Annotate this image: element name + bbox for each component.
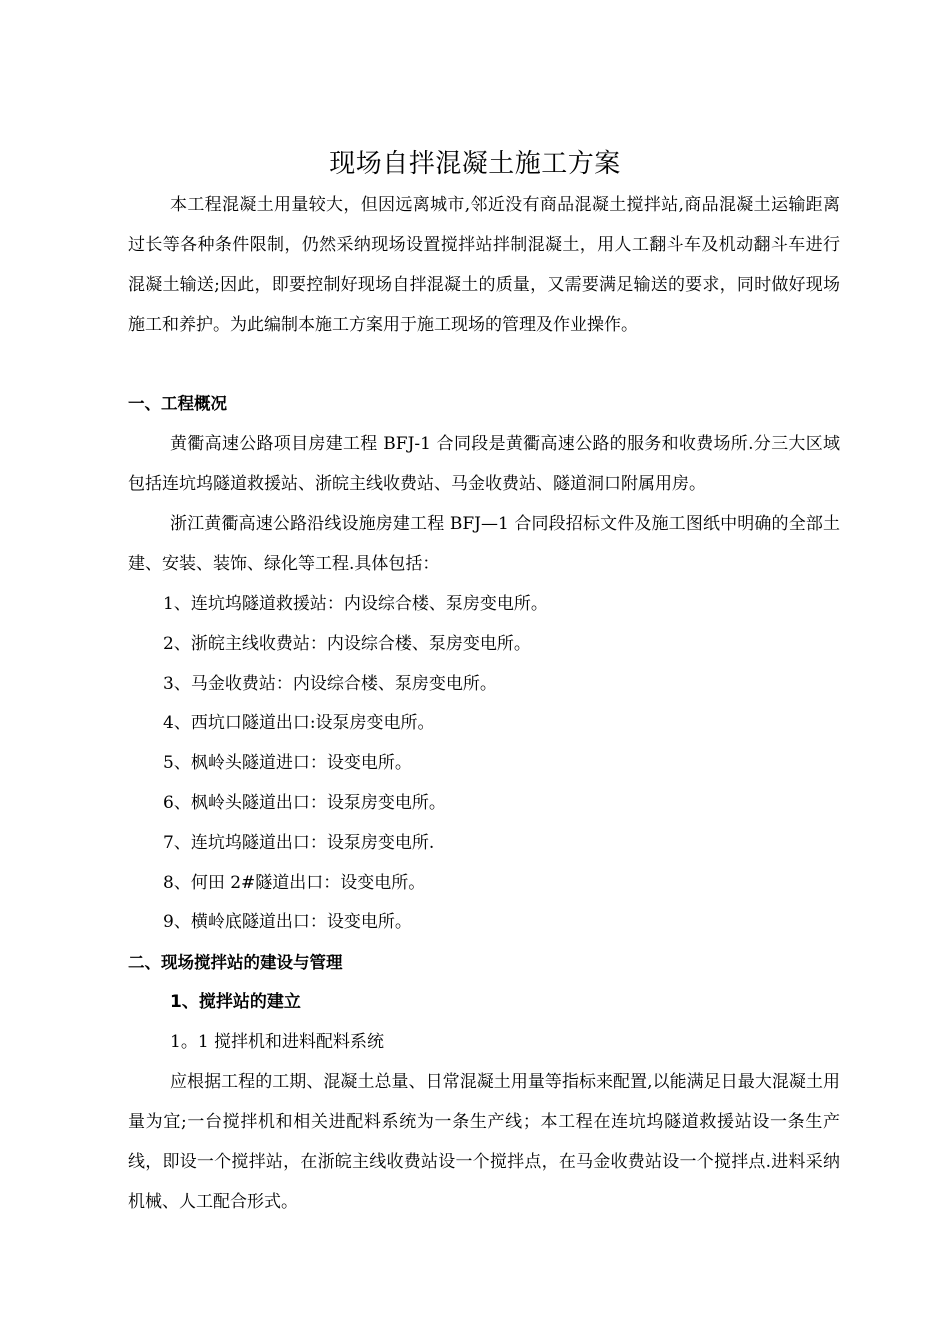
- overview-paragraph-1: 黄衢高速公路项目房建工程 BFJ-1 合同段是黄衢高速公路的服务和收费场所.分三大区域包括连坑坞隧道救援站、浙皖主线收费站、马金收费站、隧道洞口附属用房。: [128, 434, 840, 494]
- list-item: 9、横岭底隧道出口：设变电所。: [163, 912, 412, 932]
- list-item: 3、马金收费站：内设综合楼、泵房变电所。: [163, 674, 497, 694]
- document-title: 现场自拌混凝土施工方案: [329, 149, 621, 179]
- overview-paragraph-2: 浙江黄衢高速公路沿线设施房建工程 BFJ—1 合同段招标文件及施工图纸中明确的全部土建、安装、装饰、绿化等工程.具体包括：: [128, 514, 840, 574]
- list-item: 7、连坑坞隧道出口：设泵房变电所.: [163, 833, 435, 853]
- list-item: 5、枫岭头隧道进口：设变电所。: [163, 753, 412, 773]
- section-heading-overview: 一、工程概况: [128, 394, 227, 413]
- list-item: 2、浙皖主线收费站：内设综合楼、泵房变电所。: [163, 634, 531, 654]
- list-item: 8、何田 2#隧道出口：设变电所。: [163, 873, 426, 893]
- list-item: 4、西坑口隧道出口:设泵房变电所。: [163, 713, 435, 733]
- list-item: 6、枫岭头隧道出口：设泵房变电所。: [163, 793, 446, 813]
- mixing-station-paragraph: 应根据工程的工期、混凝土总量、日常混凝土用量等指标来配置,以能满足日最大混凝土用量为宜;一台搅拌机和相关进配料系统为一条生产线；本工程在连坑坞隧道救援站设一条生产线，即设一个搅拌站，在浙皖主线收费站设一个搅拌点，在马金收费站设一个搅拌点.进料采纳机械、人工配合形式。: [128, 1072, 840, 1212]
- subsubsection-heading: 1。1 搅拌机和进料配料系统: [170, 1032, 385, 1052]
- section-heading-mixing-station: 二、现场搅拌站的建设与管理: [128, 953, 343, 972]
- subsection-heading: 1、搅拌站的建立: [170, 992, 301, 1012]
- list-item: 1、连坑坞隧道救援站：内设综合楼、泵房变电所。: [163, 594, 548, 614]
- intro-paragraph: 本工程混凝土用量较大，但因远离城市,邻近没有商品混凝土搅拌站,商品混凝土运输距离过长等各种条件限制，仍然采纳现场设置搅拌站拌制混凝土，用人工翻斗车及机动翻斗车进行混凝土输送;因此，即要控制好现场自拌混凝土的质量，又需要满足输送的要求，同时做好现场施工和养护。为此编制本施工方案用于施工现场的管理及作业操作。: [128, 195, 840, 335]
